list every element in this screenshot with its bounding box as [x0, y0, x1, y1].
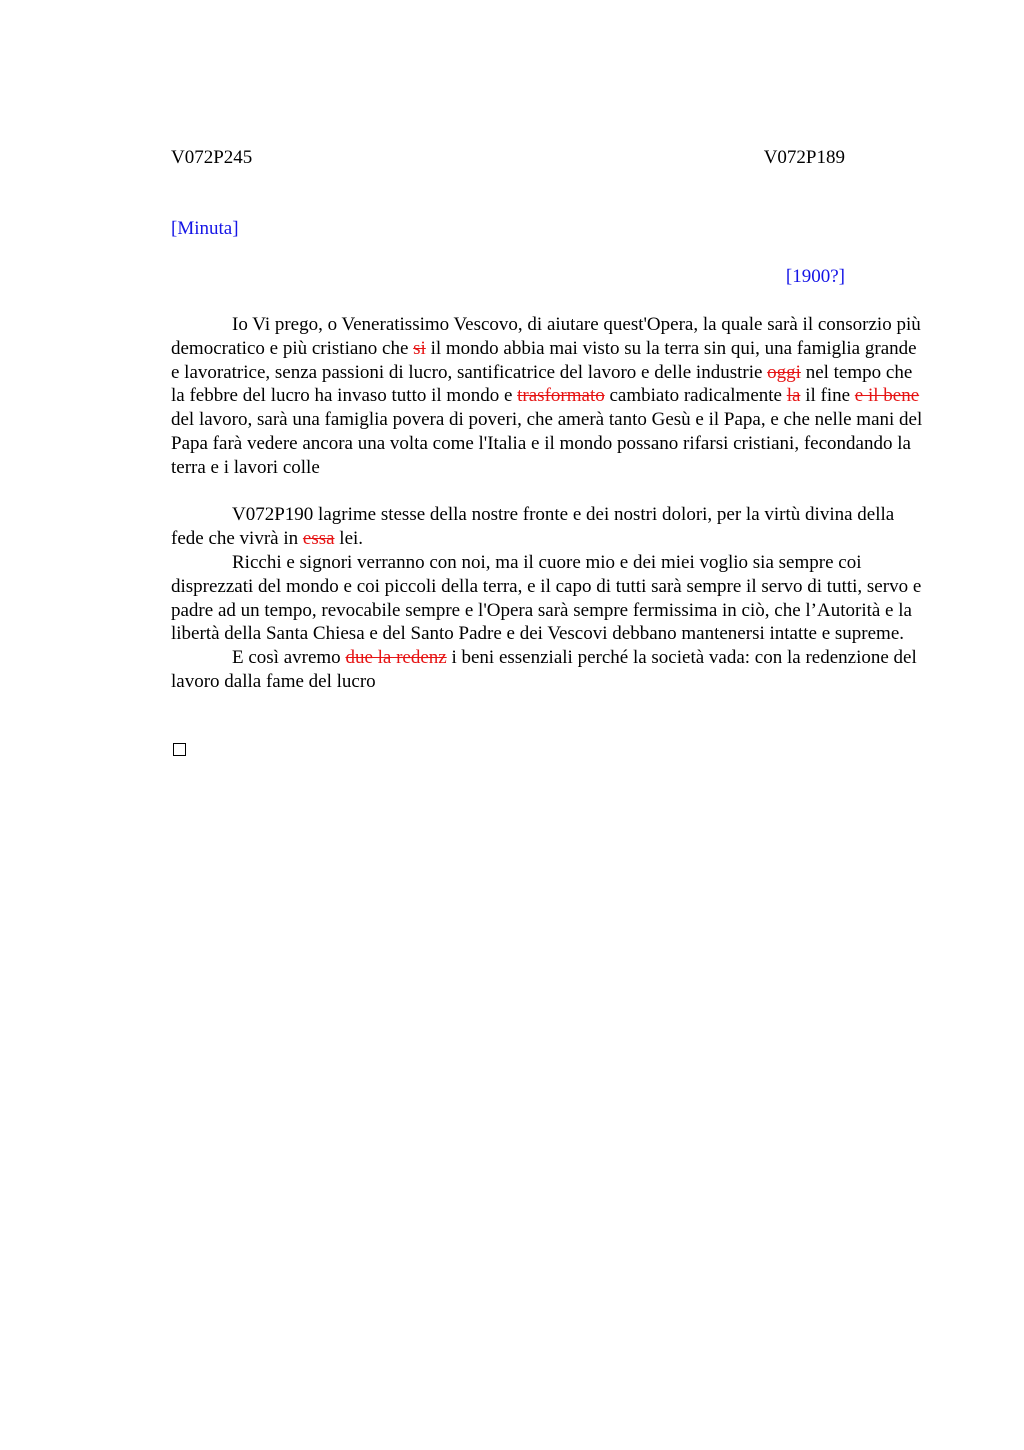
paragraph-2 — [171, 503, 926, 551]
document-code-right: V072P189 — [763, 147, 845, 168]
text-run: E così avremo — [232, 647, 346, 669]
deleted-text: e il bene — [854, 385, 920, 407]
text-run: il fine — [800, 385, 855, 407]
text-run: del lavoro, sarà una famiglia povera di poveri, che amerà tanto Gesù e il Papa, e che nelle mani del Papa farà vedere ancora una volta come l'Italia e il mondo possano rifarsi cristiani, fecondando la terra e i lavori colle — [171, 409, 923, 478]
text-run: lei. — [334, 528, 364, 550]
deleted-text: oggi — [767, 361, 801, 383]
paragraph-3 — [171, 551, 926, 646]
deleted-text: trasformato — [517, 385, 605, 407]
text-run: cambiato radicalmente — [604, 385, 787, 407]
text-run: nel tempo che la febbre del lucro ha invaso tutto il mondo e — [171, 361, 913, 407]
text-run: V072P190 lagrime stesse della nostre fronte e dei nostri dolori, per la virtù divina della fede che vivrà in — [171, 504, 895, 550]
document-date: [1900?] — [785, 266, 845, 287]
document-code-left: V072P245 — [171, 147, 253, 168]
text-run: il mondo abbia mai visto su la terra sin qui, una famiglia grande e lavoratrice, senza passioni di lucro, santificatrice del lavoro e delle industrie — [171, 337, 917, 383]
empty-square-icon — [173, 743, 186, 756]
text-run: Io Vi prego, o Veneratissimo Vescovo, di aiutare quest'Opera, la quale sarà il consorzio più democratico e più cristiano che — [171, 314, 921, 359]
minuta-label: [Minuta] — [171, 218, 239, 239]
text-run: Ricchi e signori verranno con noi, ma il cuore mio e dei miei voglio sia sempre coi disprezzati del mondo e coi piccoli della terra, e il capo di tutti sarà sempre il servo di tutti, servo e padre ad un tempo, revocabile sempre e l'Opera sarà sempre fermissima in ciò, che l’Autorità e la libertà della Santa Chiesa e del Santo Padre e dei Vescovi debbano mantenersi intatte e supreme. — [171, 551, 922, 645]
deleted-text: si — [413, 337, 426, 359]
deleted-text: essa — [302, 528, 335, 550]
deleted-text: due la redenz — [345, 647, 447, 669]
paragraph-1 — [171, 313, 926, 480]
deleted-text: la — [786, 385, 801, 407]
text-run: i beni essenziali perché la società vada: con la redenzione del lavoro dalla fame del lucro — [171, 647, 917, 692]
paragraph-4 — [171, 646, 926, 694]
page-header — [171, 147, 845, 171]
letter-body — [171, 313, 926, 694]
